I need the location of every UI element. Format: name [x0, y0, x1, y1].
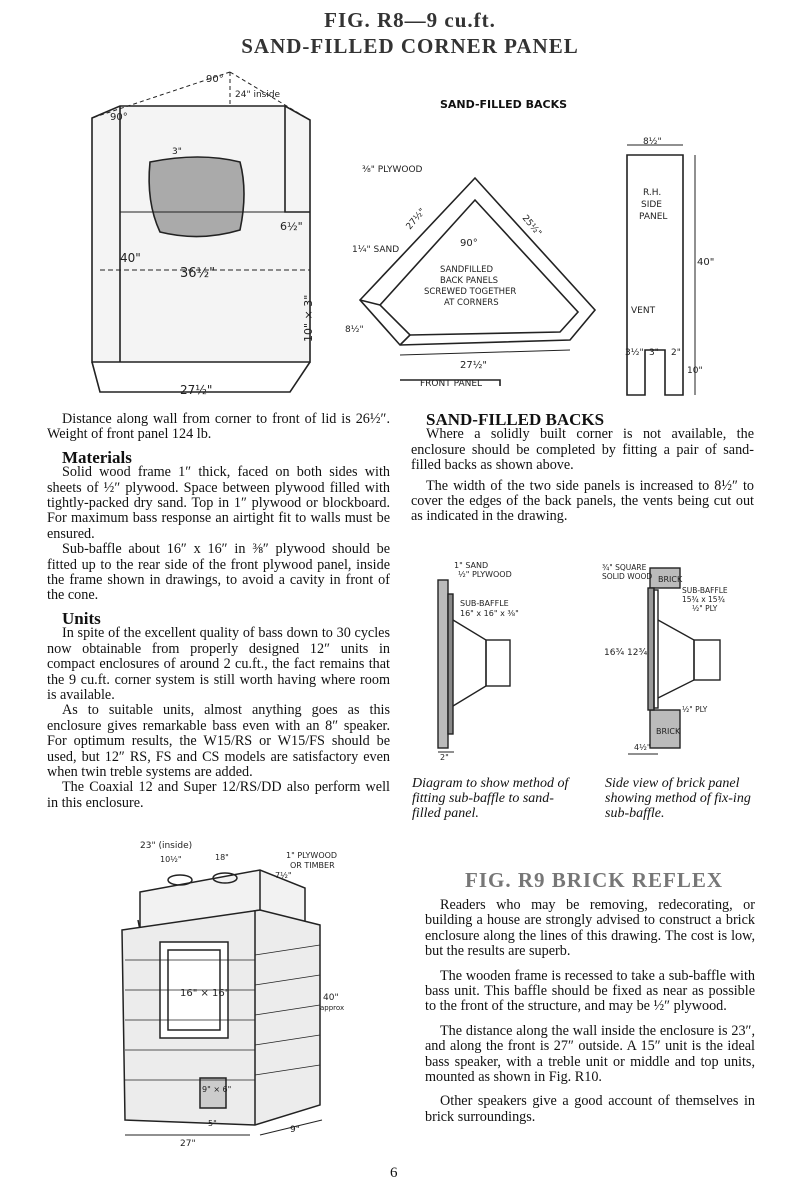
base-width-label: 27½" — [180, 383, 213, 397]
r9-paragraph-3: The distance along the wall inside the enclosure is 23″, and along the front is 27″ outside. A 15″ unit is the ideal bass speaker, with a treble unit or middle and top units, mounted as shown in Fig. R10. — [425, 1022, 755, 1086]
rh-label-2: SIDE — [641, 200, 662, 210]
units-paragraph-1: In spite of the excellent quality of bass down to 30 cycles now obtainable from properly designed 12″ units in compact enclosures of around 2 cu.ft., the fact remains that the 9 cu.ft. corner system is still worth having where room is available. — [47, 625, 390, 703]
vent-text: VENT — [631, 306, 656, 316]
approx-label: approx — [320, 1004, 345, 1012]
front-panel-label: FRONT PANEL — [420, 379, 483, 389]
sand-label: 1" SAND — [454, 561, 489, 570]
top-dim-label: 8½" — [643, 137, 662, 147]
height-dim: 40" — [323, 993, 339, 1003]
timber-label-1: 1" PLYWOOD — [286, 851, 338, 860]
corner-panel-drawing — [80, 62, 330, 402]
intro-text: Distance along wall from corner to front of lid is 26½″. Weight of front panel 124 lb. — [47, 411, 390, 443]
side-panel-drawing — [615, 135, 715, 405]
sandfilled-label-2: BACK PANELS — [440, 276, 498, 286]
d7-dim: 7½" — [275, 871, 292, 880]
sub-baffle-label: SUB-BAFFLE — [460, 599, 509, 608]
units-heading: Units — [62, 608, 101, 628]
sandfilled-label-4: AT CORNERS — [444, 298, 499, 308]
r9-paragraph-2: The wooden frame is recessed to take a sub-baffle with bass unit. This baffle should be fixed as near as possible to the front of the structure, and may be ½″ plywood. — [425, 967, 755, 1015]
vent-d1: 3½" — [625, 348, 644, 358]
sub-baffle-caption: Diagram to show method of fitting sub-baffle to sand-filled panel. — [412, 776, 569, 821]
angle-label-2: 90° — [110, 112, 128, 123]
bottom-dim: 2" — [440, 753, 449, 760]
vent-d2: 3" — [649, 348, 659, 358]
rh-label-1: R.H. — [643, 188, 662, 198]
height-label: 40" — [120, 251, 141, 265]
d8-label: 8½" — [345, 325, 364, 335]
inside-dim: 23" (inside) — [140, 841, 193, 851]
d5-dim: 5" — [208, 1119, 217, 1128]
units-paragraph-3: The Coaxial 12 and Super 12/RS/DD also perform well in this enclosure. — [47, 779, 390, 811]
backs-heading: SAND-FILLED BACKS — [426, 410, 605, 429]
materials-paragraph-2: Sub-baffle about 16″ x 16″ in ⅜″ plywood should be fitted up to the rear side of the front plywood panel, inside the frame shown in drawings, to avoid a cavity in front of the cone. — [47, 541, 390, 604]
depth-label: 24" inside — [235, 90, 281, 100]
brick-reflex-drawing — [110, 830, 370, 1150]
side-25-label: 25½" — [519, 213, 544, 239]
page-number: 6 — [390, 1165, 398, 1181]
front-dim: 27" — [180, 1139, 196, 1149]
sub-baffle-size: 16" x 16" x ⅜" — [460, 609, 519, 618]
figure-title: SAND-FILLED CORNER PANEL — [241, 34, 579, 58]
vent-d4: 10" — [687, 366, 703, 376]
sub-baffle-diagram — [420, 560, 560, 760]
ply2-label: ½" PLY — [682, 705, 708, 714]
r9-column — [425, 898, 755, 1125]
plywood-label: ⅜" PLYWOOD — [362, 165, 423, 175]
r9-paragraph-4: Other speakers give a good account of themselves in brick surroundings. — [425, 1093, 755, 1125]
panel-size: 16" × 16" — [180, 988, 230, 999]
sandfilled-label-3: SCREWED TOGETHER — [424, 287, 517, 297]
brick-caption: Side view of brick panel showing method of fix-ing sub-baffle. — [605, 776, 751, 821]
d10-dim: 10½" — [160, 855, 182, 864]
angle-label: 90° — [206, 74, 224, 85]
plywood-label: ½" PLYWOOD — [458, 570, 512, 579]
backs-paragraph-2: The width of the two side panels is increased to 8½″ to cover the edges of the back panels, the vents being cut out as indicated in the drawing. — [411, 477, 754, 525]
ply-label: ½" PLY — [692, 604, 718, 613]
materials-heading: Materials — [62, 447, 132, 467]
units-paragraph-2: As to suitable units, almost anything goes as this enclosure gives remarkable bass even with an 8″ speaker. For optimum results, the W15/RS or W15/FS should be used, but 12″ RS, FS and CS models are satisfactory even when twin treble systems are added. — [47, 702, 390, 780]
brick-top-label: BRICK — [658, 575, 683, 584]
backs-paragraph-1: Where a solidly built corner is not available, the enclosure should be completed by fitting a pair of sand-filled backs as shown above. — [411, 426, 754, 474]
timber-label-2: OR TIMBER — [290, 861, 335, 870]
side-dim: 9" — [290, 1125, 300, 1135]
sandfilled-label-1: SANDFILLED — [440, 265, 494, 275]
brick-bottom-label: BRICK — [656, 727, 681, 736]
square-label: ¾" SQUARE — [602, 563, 647, 572]
r9-title: FIG. R9 BRICK REFLEX — [465, 868, 724, 892]
figure-number: FIG. R8—9 cu.ft. — [324, 8, 496, 32]
inner-width-label: 36½" — [180, 266, 216, 281]
sub-baffle-label: SUB-BAFFLE — [682, 586, 728, 595]
sub-baffle-size: 15¾ x 15¾ — [682, 595, 725, 604]
sand-label: 1¼" SAND — [352, 245, 400, 255]
solid-label: SOLID WOOD — [602, 572, 653, 581]
dim-6-label: 6½" — [280, 220, 303, 233]
backs-drawing-title: SAND-FILLED BACKS — [440, 98, 568, 111]
vent-d3: 2" — [671, 348, 681, 358]
dim-3-label: 3" — [172, 147, 182, 157]
d18-dim: 18" — [215, 853, 229, 862]
vent-dim: 9" × 6" — [202, 1085, 232, 1094]
left-column — [47, 412, 390, 811]
r9-paragraph-1: Readers who may be removing, redecorating, or building a house are strongly advised to construct a brick enclosure along the lines of this drawing. The cost is low, but the results are superb. — [425, 897, 755, 960]
bottom-dim: 4½" — [634, 743, 651, 752]
front-dim-label: 27½" — [460, 360, 488, 371]
sand-filled-backs-drawing — [340, 150, 610, 400]
vent-label: 10" × 3" — [302, 294, 315, 342]
back-angle-label: 90° — [460, 238, 478, 249]
side-27-label: 27½" — [404, 206, 428, 232]
rh-label-3: PANEL — [639, 212, 668, 222]
brick-side-view-diagram — [600, 560, 760, 760]
panel-height-label: 40" — [697, 257, 715, 268]
dims-label: 16¾ 12¾ — [604, 648, 648, 658]
right-column — [411, 412, 754, 525]
materials-paragraph-1: Solid wood frame 1″ thick, faced on both sides with sheets of ½″ plywood. Space between plywood filled with tightly-packed dry sand. Top in 1″ plywood or blockboard. For maximum bass response an airtight fit to walls must be ensured. — [47, 464, 390, 542]
